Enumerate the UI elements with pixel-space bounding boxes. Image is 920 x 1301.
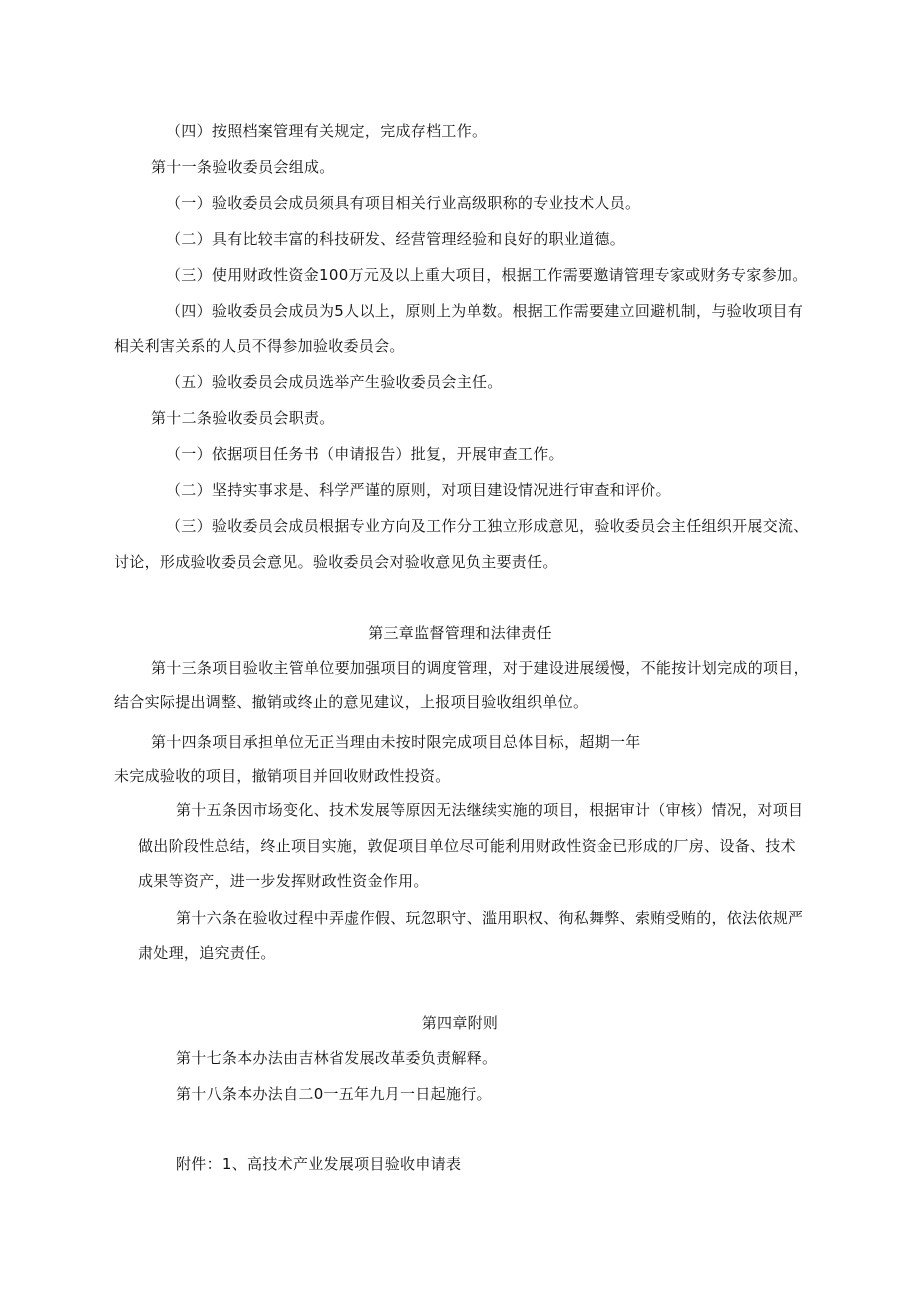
- paragraph-line: （二）具有比较丰富的科技研发、经营管理经验和良好的职业道德。: [166, 230, 626, 248]
- paragraph-line: 第十四条项目承担单位无正当理由未按时限完成项目总体目标，超期一年: [151, 733, 641, 751]
- paragraph-line: 肃处理，追究责任。: [138, 944, 276, 962]
- paragraph-line: （三）使用财政性资金100万元及以上重大项目，根据工作需要邀请管理专家或财务专家参加。: [166, 266, 808, 284]
- chapter-heading: 第三章监督管理和法律责任: [368, 624, 552, 642]
- paragraph-line: 讨论，形成验收委员会意见。验收委员会对验收意见负主要责任。: [114, 553, 558, 571]
- article-heading: 第十二条验收委员会职责。: [151, 409, 335, 427]
- paragraph-line: 第十六条在验收过程中弄虚作假、玩忽职守、滥用职权、徇私舞弊、索贿受贿的，依法依规严: [176, 909, 804, 927]
- paragraph-line: （四）按照档案管理有关规定，完成存档工作。: [166, 122, 488, 140]
- paragraph-line: 未完成验收的项目，撤销项目并回收财政性投资。: [114, 767, 451, 785]
- paragraph-line: 结合实际提出调整、撤销或终止的意见建议，上报项目验收组织单位。: [114, 693, 589, 711]
- paragraph-line: 相关利害关系的人员不得参加验收委员会。: [114, 337, 405, 355]
- paragraph-line: （三）验收委员会成员根据专业方向及工作分工独立形成意见，验收委员会主任组织开展交流、: [166, 517, 809, 535]
- paragraph-line: 第十七条本办法由吉林省发展改革委负责解释。: [176, 1049, 498, 1067]
- paragraph-line: （一）依据项目任务书（申请报告）批复，开展审查工作。: [166, 445, 564, 463]
- paragraph-line: （五）验收委员会成员选举产生验收委员会主任。: [166, 373, 503, 391]
- article-heading: 第十一条验收委员会组成。: [151, 158, 335, 176]
- paragraph-line: 第十八条本办法自二0一五年九月一日起施行。: [176, 1085, 492, 1103]
- paragraph-line: （二）坚持实事求是、科学严谨的原则，对项目建设情况进行审查和评价。: [166, 481, 671, 499]
- paragraph-line: 做出阶段性总结，终止项目实施，敦促项目单位尽可能利用财政性资金已形成的厂房、设备、技术: [138, 837, 796, 855]
- chapter-heading: 第四章附则: [421, 1014, 499, 1032]
- paragraph-line: （四）验收委员会成员为5人以上，原则上为单数。根据工作需要建立回避机制，与验收项目有: [166, 302, 804, 320]
- paragraph-line: 第十五条因市场变化、技术发展等原因无法继续实施的项目，根据审计（审核）情况，对项目: [176, 801, 804, 819]
- attachment-line: 附件：1、高技术产业发展项目验收申请表: [176, 1155, 462, 1173]
- paragraph-line: 第十三条项目验收主管单位要加强项目的调度管理，对于建设进展缓慢，不能按计划完成的项目，: [151, 659, 809, 677]
- paragraph-line: 成果等资产，进一步发挥财政性资金作用。: [138, 872, 429, 890]
- paragraph-line: （一）验收委员会成员须具有项目相关行业高级职称的专业技术人员。: [166, 194, 641, 212]
